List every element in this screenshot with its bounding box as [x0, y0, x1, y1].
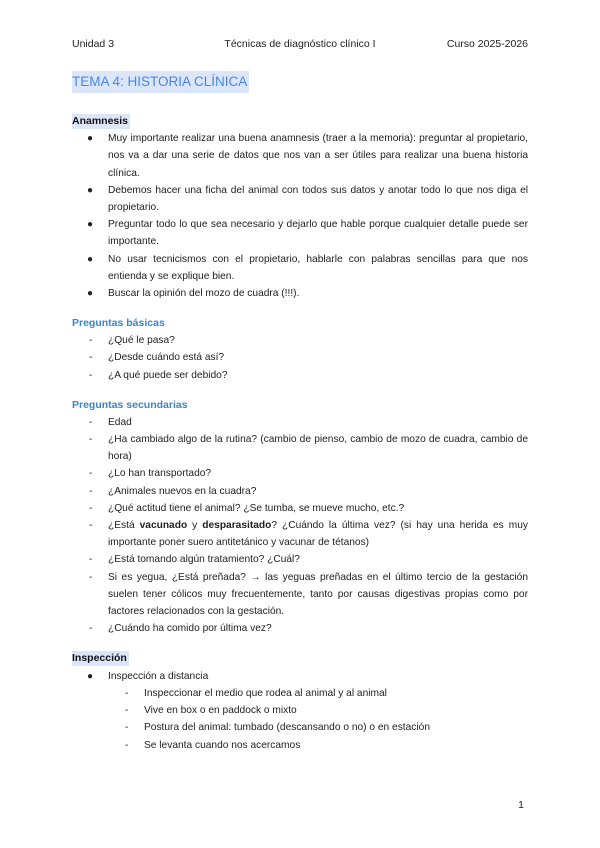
list-item: - ¿Está vacunado y desparasitado? ¿Cuándo la última vez? (si hay una herida es muy importante poner suero antitetánico y vacunar de tétanos) [72, 517, 528, 551]
list-item: ● Buscar la opinión del mozo de cuadra (!!!). [72, 285, 528, 302]
list-item: - ¿Cuándo ha comido por última vez? [72, 620, 528, 637]
header-unit: Unidad 3 [72, 38, 115, 50]
header-course: Curso 2025-2026 [446, 38, 528, 50]
dash-icon: - [89, 335, 93, 347]
dash-icon: - [89, 571, 93, 583]
list-item: ● Debemos hacer una ficha del animal con todos sus datos y anotar todo lo que nos diga el propietario. [72, 182, 528, 216]
list-item: - Edad [72, 414, 528, 431]
bold-vacunado: vacunado [139, 520, 188, 532]
list-item: - ¿Qué le pasa? [72, 332, 528, 349]
page-number: 1 [518, 799, 524, 811]
page-header [72, 36, 528, 52]
dash-icon: - [89, 434, 93, 446]
list-item: - ¿Ha cambiado algo de la rutina? (cambio de pienso, cambio de mozo de cuadra, cambio de hora) [72, 431, 528, 465]
inspeccion-sublist [72, 685, 528, 754]
list-item: - ¿Lo han transportado? [72, 465, 528, 482]
heading-anamnesis: Anamnesis [72, 115, 129, 127]
list-item: ● Muy importante realizar una buena anamnesis (traer a la memoria): preguntar al propietario, nos va a dar una serie de datos que nos van a ser útiles para realizar una buena historia clínica. [72, 130, 528, 182]
dash-icon: - [89, 485, 93, 497]
dash-icon: - [89, 369, 93, 381]
list-item: - Si es yegua, ¿Está preñada? → las yeguas preñadas en el último tercio de la gestación suelen tener cólicos muy frecuentemente, tanto por causas digestivas propias como por factores relacionados con la gestación. [72, 569, 528, 621]
list-item: ● Inspección a distancia [72, 668, 528, 685]
bullet-icon: ● [87, 288, 94, 300]
dash-icon: - [125, 705, 129, 717]
dash-icon: - [89, 623, 93, 635]
list-item: - Se levanta cuando nos acercamos [72, 737, 528, 754]
bullet-icon: ● [87, 253, 94, 265]
bullet-icon: ● [87, 219, 94, 231]
dash-icon: - [89, 416, 93, 428]
anamnesis-list [72, 130, 528, 302]
heading-preguntas-basicas: Preguntas básicas [72, 317, 165, 330]
heading-inspeccion: Inspección [72, 652, 127, 665]
bullet-icon: ● [87, 184, 94, 196]
list-item: - ¿Qué actitud tiene el animal? ¿Se tumba, se mueve mucho, etc.? [72, 500, 528, 517]
document-title: TEMA 4: HISTORIA CLÍNICA [72, 71, 249, 93]
dash-icon: - [125, 722, 129, 734]
secundarias-list [72, 414, 528, 638]
section-preguntas-secundarias [72, 397, 528, 638]
list-item: ● Preguntar todo lo que sea necesario y dejarlo que hable porque cualquier detalle puede ser importante. [72, 216, 528, 250]
list-item: - ¿Animales nuevos en la cuadra? [72, 483, 528, 500]
inspeccion-list [72, 668, 528, 685]
list-item: - Postura del animal: tumbado (descansando o no) o en estación [72, 719, 528, 736]
page-content [72, 71, 528, 767]
dash-icon: - [89, 520, 93, 532]
dash-icon: - [89, 502, 93, 514]
section-preguntas-basicas [72, 315, 528, 384]
dash-icon: - [89, 352, 93, 364]
bold-desparasitado: desparasitado [202, 520, 272, 532]
section-inspeccion [72, 650, 528, 753]
list-item: - Inspeccionar el medio que rodea al animal y al animal [72, 685, 528, 702]
heading-preguntas-secundarias: Preguntas secundarias [72, 398, 188, 411]
dash-icon: - [125, 739, 129, 751]
dash-icon: - [89, 554, 93, 566]
list-item: - Vive en box o en paddock o mixto [72, 702, 528, 719]
dash-icon: - [125, 687, 129, 699]
basicas-list [72, 332, 528, 384]
list-item: - ¿Está tomando algún tratamiento? ¿Cuál? [72, 551, 528, 568]
header-subject: Técnicas de diagnóstico clínico I [224, 38, 376, 50]
dash-icon: - [89, 468, 93, 480]
list-item: ● No usar tecnicismos con el propietario, hablarle con palabras sencillas para que nos entienda y se explique bien. [72, 251, 528, 285]
list-item: - ¿Desde cuándo está así? [72, 349, 528, 366]
bullet-icon: ● [87, 133, 94, 145]
section-anamnesis [72, 113, 528, 302]
bullet-icon: ● [87, 670, 94, 682]
list-item: - ¿A qué puede ser debido? [72, 367, 528, 384]
